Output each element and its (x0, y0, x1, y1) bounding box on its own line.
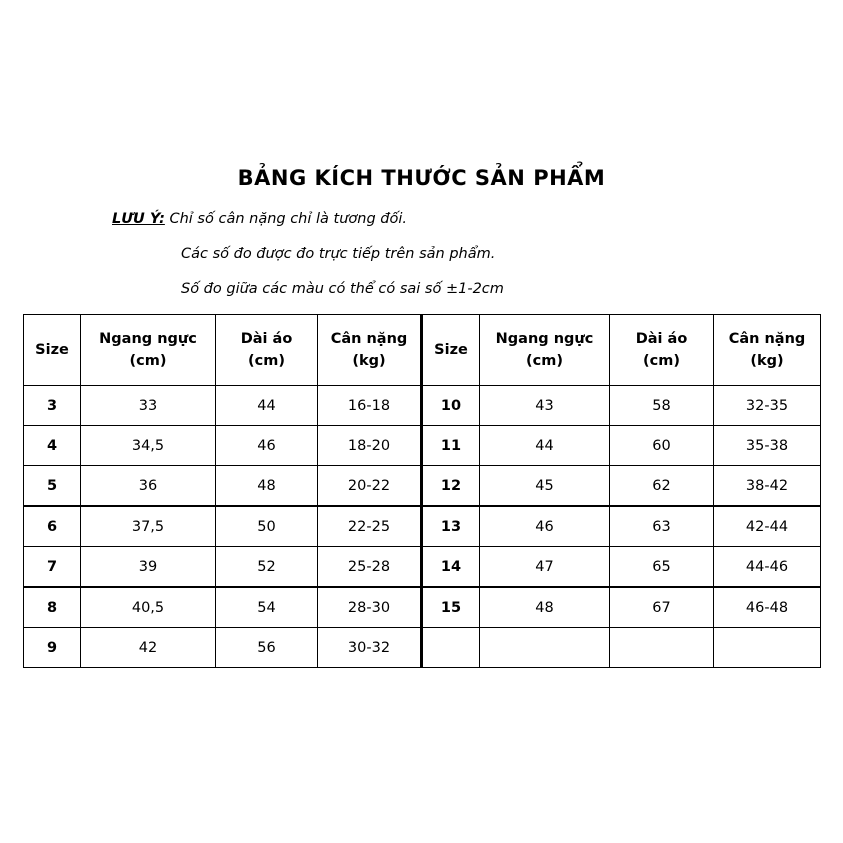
weight-cell: 28-30 (318, 587, 422, 628)
table-row (24, 426, 821, 466)
size-cell (422, 628, 480, 668)
chest-cell: 34,5 (81, 426, 216, 466)
length-cell: 52 (216, 547, 318, 588)
length-cell: 54 (216, 587, 318, 628)
size-cell: 6 (24, 506, 81, 547)
chest-cell: 48 (480, 587, 610, 628)
header-chest: Ngang ngực (cm) (480, 315, 610, 386)
chest-cell: 44 (480, 426, 610, 466)
length-cell: 44 (216, 386, 318, 426)
weight-cell: 16-18 (318, 386, 422, 426)
length-cell: 63 (610, 506, 714, 547)
weight-cell: 30-32 (318, 628, 422, 668)
size-cell: 5 (24, 466, 81, 507)
chest-cell: 46 (480, 506, 610, 547)
table-row (24, 466, 821, 507)
weight-cell: 25-28 (318, 547, 422, 588)
weight-cell: 38-42 (714, 466, 821, 507)
size-cell: 12 (422, 466, 480, 507)
length-cell: 48 (216, 466, 318, 507)
length-cell: 56 (216, 628, 318, 668)
weight-cell: 42-44 (714, 506, 821, 547)
note-line-3: Số đo giữa các màu có thể có sai số ±1-2cm (181, 281, 504, 297)
size-cell: 8 (24, 587, 81, 628)
size-cell: 9 (24, 628, 81, 668)
weight-cell (714, 628, 821, 668)
table-row (24, 628, 821, 668)
length-cell: 58 (610, 386, 714, 426)
note-line-2: Các số đo được đo trực tiếp trên sản phẩm. (181, 246, 496, 262)
weight-cell: 32-35 (714, 386, 821, 426)
weight-cell: 22-25 (318, 506, 422, 547)
table-row (24, 506, 821, 547)
size-cell: 3 (24, 386, 81, 426)
weight-cell: 35-38 (714, 426, 821, 466)
length-cell: 65 (610, 547, 714, 588)
length-cell: 50 (216, 506, 318, 547)
weight-cell: 20-22 (318, 466, 422, 507)
length-cell: 62 (610, 466, 714, 507)
chest-cell (480, 628, 610, 668)
length-cell: 60 (610, 426, 714, 466)
size-cell: 13 (422, 506, 480, 547)
size-cell: 10 (422, 386, 480, 426)
chest-cell: 37,5 (81, 506, 216, 547)
size-cell: 11 (422, 426, 480, 466)
length-cell: 46 (216, 426, 318, 466)
header-length: Dài áo (cm) (610, 315, 714, 386)
table-row (24, 547, 821, 588)
page-title: BẢNG KÍCH THƯỚC SẢN PHẨM (237, 166, 606, 190)
header-length: Dài áo (cm) (216, 315, 318, 386)
length-cell (610, 628, 714, 668)
note-text-1: Chỉ số cân nặng chỉ là tương đối. (169, 211, 407, 227)
size-chart-table (23, 314, 821, 668)
size-cell: 14 (422, 547, 480, 588)
length-cell: 67 (610, 587, 714, 628)
table-row (24, 587, 821, 628)
note-label: LƯU Ý: (112, 211, 165, 227)
header-weight: Cân nặng (kg) (318, 315, 422, 386)
chest-cell: 40,5 (81, 587, 216, 628)
table-row (24, 386, 821, 426)
size-cell: 7 (24, 547, 81, 588)
table-header-row (24, 315, 821, 386)
chest-cell: 43 (480, 386, 610, 426)
header-weight: Cân nặng (kg) (714, 315, 821, 386)
chest-cell: 33 (81, 386, 216, 426)
weight-cell: 18-20 (318, 426, 422, 466)
header-size: Size (422, 315, 480, 386)
size-cell: 15 (422, 587, 480, 628)
chest-cell: 39 (81, 547, 216, 588)
weight-cell: 46-48 (714, 587, 821, 628)
note-line-1 (112, 211, 407, 227)
header-chest: Ngang ngực (cm) (81, 315, 216, 386)
chest-cell: 45 (480, 466, 610, 507)
size-cell: 4 (24, 426, 81, 466)
header-size: Size (24, 315, 81, 386)
weight-cell: 44-46 (714, 547, 821, 588)
chest-cell: 42 (81, 628, 216, 668)
chest-cell: 47 (480, 547, 610, 588)
chest-cell: 36 (81, 466, 216, 507)
